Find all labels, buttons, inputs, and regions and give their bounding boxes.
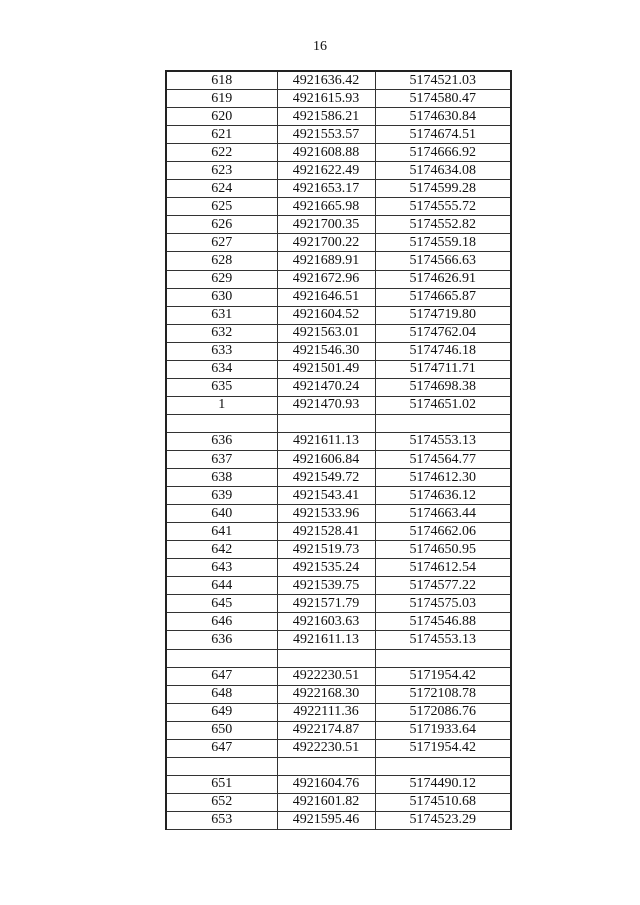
x-coordinate-cell: 4921571.79 (277, 595, 375, 613)
x-coordinate-cell: 4921700.35 (277, 216, 375, 234)
y-coordinate-cell: 5174612.54 (375, 559, 511, 577)
x-coordinate-cell: 4921549.72 (277, 469, 375, 487)
x-coordinate-cell: 4921470.93 (277, 396, 375, 414)
table-row (166, 631, 511, 649)
point-number-cell: 648 (166, 685, 277, 703)
x-coordinate-cell: 4921586.21 (277, 108, 375, 126)
table-row (166, 342, 511, 360)
table-row (166, 721, 511, 739)
table-row (166, 216, 511, 234)
x-coordinate-cell: 4921604.52 (277, 306, 375, 324)
point-number-cell (166, 414, 277, 432)
x-coordinate-cell: 4921689.91 (277, 252, 375, 270)
table-row (166, 306, 511, 324)
x-coordinate-cell: 4921603.63 (277, 613, 375, 631)
table-row (166, 541, 511, 559)
point-number-cell: 639 (166, 487, 277, 505)
table-row (166, 252, 511, 270)
point-number-cell: 637 (166, 450, 277, 468)
y-coordinate-cell: 5174666.92 (375, 144, 511, 162)
point-number-cell: 626 (166, 216, 277, 234)
x-coordinate-cell: 4921653.17 (277, 180, 375, 198)
x-coordinate-cell (277, 757, 375, 775)
point-number-cell: 628 (166, 252, 277, 270)
x-coordinate-cell: 4921611.13 (277, 432, 375, 450)
point-number-cell: 646 (166, 613, 277, 631)
point-number-cell: 644 (166, 577, 277, 595)
table-row (166, 559, 511, 577)
table-row (166, 487, 511, 505)
y-coordinate-cell: 5174719.80 (375, 306, 511, 324)
y-coordinate-cell: 5174663.44 (375, 505, 511, 523)
table-row (166, 288, 511, 306)
y-coordinate-cell: 5174575.03 (375, 595, 511, 613)
y-coordinate-cell: 5174523.29 (375, 811, 511, 829)
y-coordinate-cell: 5174553.13 (375, 432, 511, 450)
y-coordinate-cell: 5174665.87 (375, 288, 511, 306)
x-coordinate-cell: 4921595.46 (277, 811, 375, 829)
point-number-cell: 632 (166, 324, 277, 342)
x-coordinate-cell: 4921606.84 (277, 450, 375, 468)
x-coordinate-cell (277, 414, 375, 432)
point-number-cell: 630 (166, 288, 277, 306)
table-row (166, 469, 511, 487)
y-coordinate-cell: 5174746.18 (375, 342, 511, 360)
y-coordinate-cell: 5174626.91 (375, 270, 511, 288)
y-coordinate-cell: 5174580.47 (375, 90, 511, 108)
y-coordinate-cell (375, 414, 511, 432)
separator-row (166, 757, 511, 775)
table-row (166, 505, 511, 523)
x-coordinate-cell: 4922230.51 (277, 667, 375, 685)
y-coordinate-cell: 5174762.04 (375, 324, 511, 342)
point-number-cell: 634 (166, 360, 277, 378)
x-coordinate-cell: 4921528.41 (277, 523, 375, 541)
point-number-cell: 645 (166, 595, 277, 613)
y-coordinate-cell: 5174698.38 (375, 378, 511, 396)
y-coordinate-cell: 5174662.06 (375, 523, 511, 541)
x-coordinate-cell: 4921563.01 (277, 324, 375, 342)
point-number-cell: 638 (166, 469, 277, 487)
y-coordinate-cell: 5174711.71 (375, 360, 511, 378)
separator-row (166, 649, 511, 667)
point-number-cell: 621 (166, 126, 277, 144)
point-number-cell: 641 (166, 523, 277, 541)
table-row (166, 90, 511, 108)
table-row (166, 396, 511, 414)
table-row (166, 180, 511, 198)
table-row (166, 324, 511, 342)
x-coordinate-cell: 4921646.51 (277, 288, 375, 306)
y-coordinate-cell: 5174651.02 (375, 396, 511, 414)
table-row (166, 71, 511, 90)
y-coordinate-cell: 5174555.72 (375, 198, 511, 216)
point-number-cell: 1 (166, 396, 277, 414)
y-coordinate-cell (375, 757, 511, 775)
point-number-cell: 636 (166, 432, 277, 450)
point-number-cell: 647 (166, 667, 277, 685)
y-coordinate-cell: 5172086.76 (375, 703, 511, 721)
point-number-cell: 625 (166, 198, 277, 216)
x-coordinate-cell (277, 649, 375, 667)
x-coordinate-cell: 4922174.87 (277, 721, 375, 739)
x-coordinate-cell: 4921546.30 (277, 342, 375, 360)
x-coordinate-cell: 4922230.51 (277, 739, 375, 757)
table-row (166, 703, 511, 721)
x-coordinate-cell: 4921636.42 (277, 71, 375, 90)
table-row (166, 667, 511, 685)
separator-row (166, 414, 511, 432)
point-number-cell: 631 (166, 306, 277, 324)
coordinates-table (165, 70, 512, 830)
x-coordinate-cell: 4921615.93 (277, 90, 375, 108)
point-number-cell: 635 (166, 378, 277, 396)
table-row (166, 613, 511, 631)
x-coordinate-cell: 4922111.36 (277, 703, 375, 721)
y-coordinate-cell: 5171954.42 (375, 667, 511, 685)
table-row (166, 450, 511, 468)
point-number-cell: 633 (166, 342, 277, 360)
y-coordinate-cell: 5174546.88 (375, 613, 511, 631)
x-coordinate-cell: 4921700.22 (277, 234, 375, 252)
table-row (166, 162, 511, 180)
x-coordinate-cell: 4921533.96 (277, 505, 375, 523)
x-coordinate-cell: 4921501.49 (277, 360, 375, 378)
table-row (166, 234, 511, 252)
page-number: 16 (313, 39, 327, 54)
point-number-cell: 619 (166, 90, 277, 108)
point-number-cell: 622 (166, 144, 277, 162)
x-coordinate-cell: 4921611.13 (277, 631, 375, 649)
point-number-cell: 629 (166, 270, 277, 288)
table-row (166, 360, 511, 378)
table-row (166, 739, 511, 757)
y-coordinate-cell: 5174490.12 (375, 775, 511, 793)
table-row (166, 432, 511, 450)
x-coordinate-cell: 4921553.57 (277, 126, 375, 144)
x-coordinate-cell: 4921672.96 (277, 270, 375, 288)
point-number-cell: 640 (166, 505, 277, 523)
x-coordinate-cell: 4922168.30 (277, 685, 375, 703)
y-coordinate-cell: 5174510.68 (375, 793, 511, 811)
x-coordinate-cell: 4921601.82 (277, 793, 375, 811)
y-coordinate-cell: 5171933.64 (375, 721, 511, 739)
table-row (166, 793, 511, 811)
table-row (166, 126, 511, 144)
point-number-cell: 618 (166, 71, 277, 90)
x-coordinate-cell: 4921539.75 (277, 577, 375, 595)
point-number-cell: 636 (166, 631, 277, 649)
y-coordinate-cell: 5174552.82 (375, 216, 511, 234)
table-row (166, 198, 511, 216)
table-row (166, 378, 511, 396)
y-coordinate-cell: 5174553.13 (375, 631, 511, 649)
point-number-cell: 623 (166, 162, 277, 180)
point-number-cell: 627 (166, 234, 277, 252)
y-coordinate-cell: 5174559.18 (375, 234, 511, 252)
y-coordinate-cell: 5172108.78 (375, 685, 511, 703)
point-number-cell: 647 (166, 739, 277, 757)
x-coordinate-cell: 4921535.24 (277, 559, 375, 577)
table-row (166, 595, 511, 613)
point-number-cell: 620 (166, 108, 277, 126)
y-coordinate-cell (375, 649, 511, 667)
table-row (166, 144, 511, 162)
point-number-cell (166, 757, 277, 775)
x-coordinate-cell: 4921470.24 (277, 378, 375, 396)
y-coordinate-cell: 5174577.22 (375, 577, 511, 595)
point-number-cell: 642 (166, 541, 277, 559)
table-row (166, 685, 511, 703)
y-coordinate-cell: 5174634.08 (375, 162, 511, 180)
y-coordinate-cell: 5174674.51 (375, 126, 511, 144)
point-number-cell: 652 (166, 793, 277, 811)
table-row (166, 775, 511, 793)
table-row (166, 270, 511, 288)
table-row (166, 523, 511, 541)
point-number-cell: 649 (166, 703, 277, 721)
x-coordinate-cell: 4921543.41 (277, 487, 375, 505)
point-number-cell: 650 (166, 721, 277, 739)
x-coordinate-cell: 4921608.88 (277, 144, 375, 162)
point-number-cell: 643 (166, 559, 277, 577)
y-coordinate-cell: 5171954.42 (375, 739, 511, 757)
x-coordinate-cell: 4921604.76 (277, 775, 375, 793)
point-number-cell: 624 (166, 180, 277, 198)
table-row (166, 108, 511, 126)
y-coordinate-cell: 5174630.84 (375, 108, 511, 126)
table-row (166, 577, 511, 595)
y-coordinate-cell: 5174566.63 (375, 252, 511, 270)
point-number-cell (166, 649, 277, 667)
point-number-cell: 653 (166, 811, 277, 829)
x-coordinate-cell: 4921519.73 (277, 541, 375, 559)
x-coordinate-cell: 4921665.98 (277, 198, 375, 216)
point-number-cell: 651 (166, 775, 277, 793)
x-coordinate-cell: 4921622.49 (277, 162, 375, 180)
y-coordinate-cell: 5174564.77 (375, 450, 511, 468)
table-row (166, 811, 511, 829)
y-coordinate-cell: 5174612.30 (375, 469, 511, 487)
y-coordinate-cell: 5174650.95 (375, 541, 511, 559)
y-coordinate-cell: 5174521.03 (375, 71, 511, 90)
y-coordinate-cell: 5174636.12 (375, 487, 511, 505)
y-coordinate-cell: 5174599.28 (375, 180, 511, 198)
